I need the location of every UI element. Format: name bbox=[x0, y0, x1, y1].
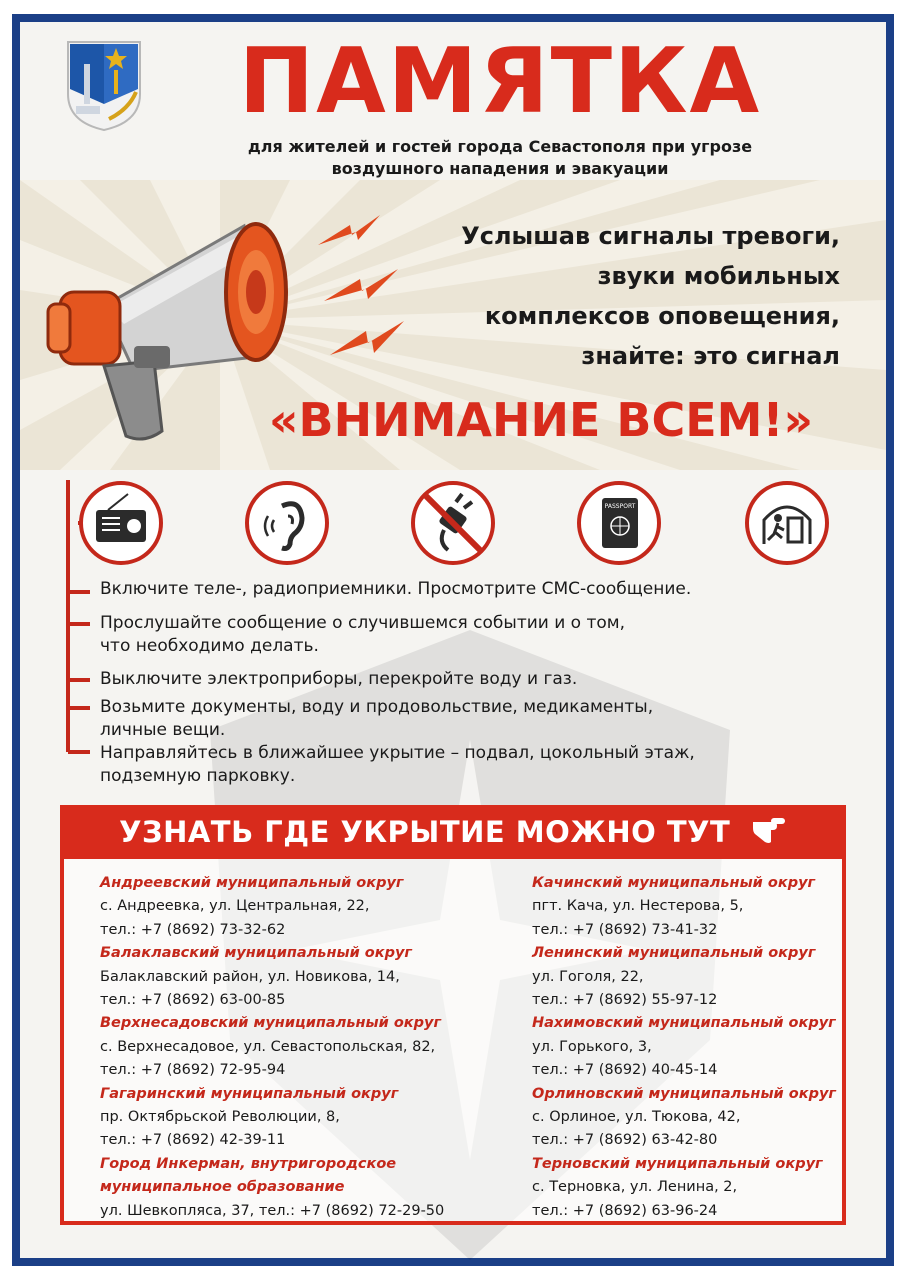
instruction-text: Направляйтесь в ближайшее укрытие – подвал, цокольный этаж, bbox=[100, 743, 695, 763]
instruction-item bbox=[100, 668, 820, 691]
district-address: с. Орлиное, ул. Тюкова, 42, bbox=[532, 1109, 741, 1126]
instruction-text: личные вещи. bbox=[100, 720, 226, 740]
district-address: ул. Горького, 3, bbox=[532, 1038, 652, 1055]
district-name: Андреевский муниципальный округ bbox=[100, 875, 404, 891]
page-title: ПАМЯТКА bbox=[238, 29, 762, 134]
district-phone: тел.: +7 (8692) 73-41-32 bbox=[532, 921, 718, 938]
instruction-text: Возьмите документы, воду и продовольствие, медикаменты, bbox=[100, 697, 654, 717]
district-address: Балаклавский район, ул. Новикова, 14, bbox=[100, 968, 400, 985]
exit-shelter-icon bbox=[744, 480, 830, 566]
passport-icon bbox=[576, 480, 662, 566]
district-address: с. Терновка, ул. Ленина, 2, bbox=[532, 1179, 738, 1196]
district-phone: тел.: +7 (8692) 63-00-85 bbox=[100, 992, 286, 1009]
district-address: пгт. Кача, ул. Нестерова, 5, bbox=[532, 898, 744, 915]
instruction-item bbox=[100, 612, 820, 658]
alert-message bbox=[410, 216, 840, 376]
alert-line: звуки мобильных bbox=[597, 262, 840, 290]
subtitle-line: воздушного нападения и эвакуации bbox=[331, 159, 669, 178]
instruction-text: Включите теле-, радиоприемники. Просмотрите СМС-сообщение. bbox=[100, 579, 692, 599]
radio-icon bbox=[78, 480, 164, 566]
pointing-hand-icon bbox=[751, 807, 787, 861]
district-phone: тел.: +7 (8692) 40-45-14 bbox=[532, 1062, 718, 1079]
instruction-item bbox=[100, 742, 820, 788]
district-phone: тел.: +7 (8692) 73-32-62 bbox=[100, 921, 286, 938]
instruction-text: подземную парковку. bbox=[100, 766, 296, 786]
district-name: Ленинский муниципальный округ bbox=[532, 945, 816, 962]
alert-signal-title: «ВНИМАНИЕ ВСЕМ!» bbox=[268, 393, 814, 447]
district-phone: тел.: +7 (8692) 42-39-11 bbox=[100, 1132, 286, 1149]
district-address: с. Верхнесадовое, ул. Севастопольская, 82, bbox=[100, 1038, 436, 1055]
district-address: ул. Шевкопляса, 37, тел.: +7 (8692) 72-29-50 bbox=[100, 1202, 445, 1219]
district-name: Балаклавский муниципальный округ bbox=[100, 945, 412, 962]
alert-line: Услышав сигналы тревоги, bbox=[461, 222, 840, 250]
district-address: ул. Гоголя, 22, bbox=[532, 968, 644, 985]
district-phone: тел.: +7 (8692) 72-95-94 bbox=[100, 1062, 286, 1079]
alert-line: комплексов оповещения, bbox=[484, 302, 840, 330]
shelter-column-right bbox=[532, 872, 836, 1223]
ear-icon bbox=[244, 480, 330, 566]
shelter-heading-text: УЗНАТЬ ГДЕ УКРЫТИЕ МОЖНО ТУТ bbox=[119, 815, 731, 849]
district-name: Город Инкерман, внутригородское bbox=[100, 1155, 397, 1172]
passport-label: PASSPORT bbox=[604, 503, 636, 510]
district-address: с. Андреевка, ул. Центральная, 22, bbox=[100, 898, 370, 915]
instruction-item bbox=[100, 578, 820, 601]
alert-line: знайте: это сигнал bbox=[581, 342, 840, 370]
district-name: Нахимовский муниципальный округ bbox=[532, 1015, 836, 1032]
district-name: Орлиновский муниципальный округ bbox=[532, 1085, 836, 1102]
instruction-text: что необходимо делать. bbox=[100, 636, 319, 656]
district-phone: тел.: +7 (8692) 55-97-12 bbox=[532, 992, 718, 1009]
district-name: Терновский муниципальный округ bbox=[532, 1155, 823, 1172]
shelter-column-left bbox=[100, 872, 444, 1223]
sound-bolts-icon bbox=[300, 205, 420, 380]
district-name: Гагаринский муниципальный округ bbox=[100, 1085, 399, 1102]
district-name: Качинский муниципальный округ bbox=[532, 875, 816, 891]
subtitle-line: для жителей и гостей города Севастополя при угрозе bbox=[247, 137, 753, 156]
district-name: муниципальное образование bbox=[100, 1179, 345, 1196]
instruction-text: Прослушайте сообщение о случившемся событии и о том, bbox=[100, 613, 626, 633]
district-address: пр. Октябрьской Революции, 8, bbox=[100, 1109, 340, 1126]
instruction-item bbox=[100, 696, 820, 742]
district-phone: тел.: +7 (8692) 63-96-24 bbox=[532, 1202, 718, 1219]
no-plug-icon bbox=[410, 480, 496, 566]
district-name: Верхнесадовский муниципальный округ bbox=[100, 1015, 442, 1032]
instruction-text: Выключите электроприборы, перекройте воду и газ. bbox=[100, 669, 578, 689]
district-phone: тел.: +7 (8692) 63-42-80 bbox=[532, 1132, 718, 1149]
sevastopol-emblem-icon bbox=[54, 34, 154, 134]
page-subtitle bbox=[200, 136, 800, 180]
shelter-heading bbox=[60, 805, 846, 859]
